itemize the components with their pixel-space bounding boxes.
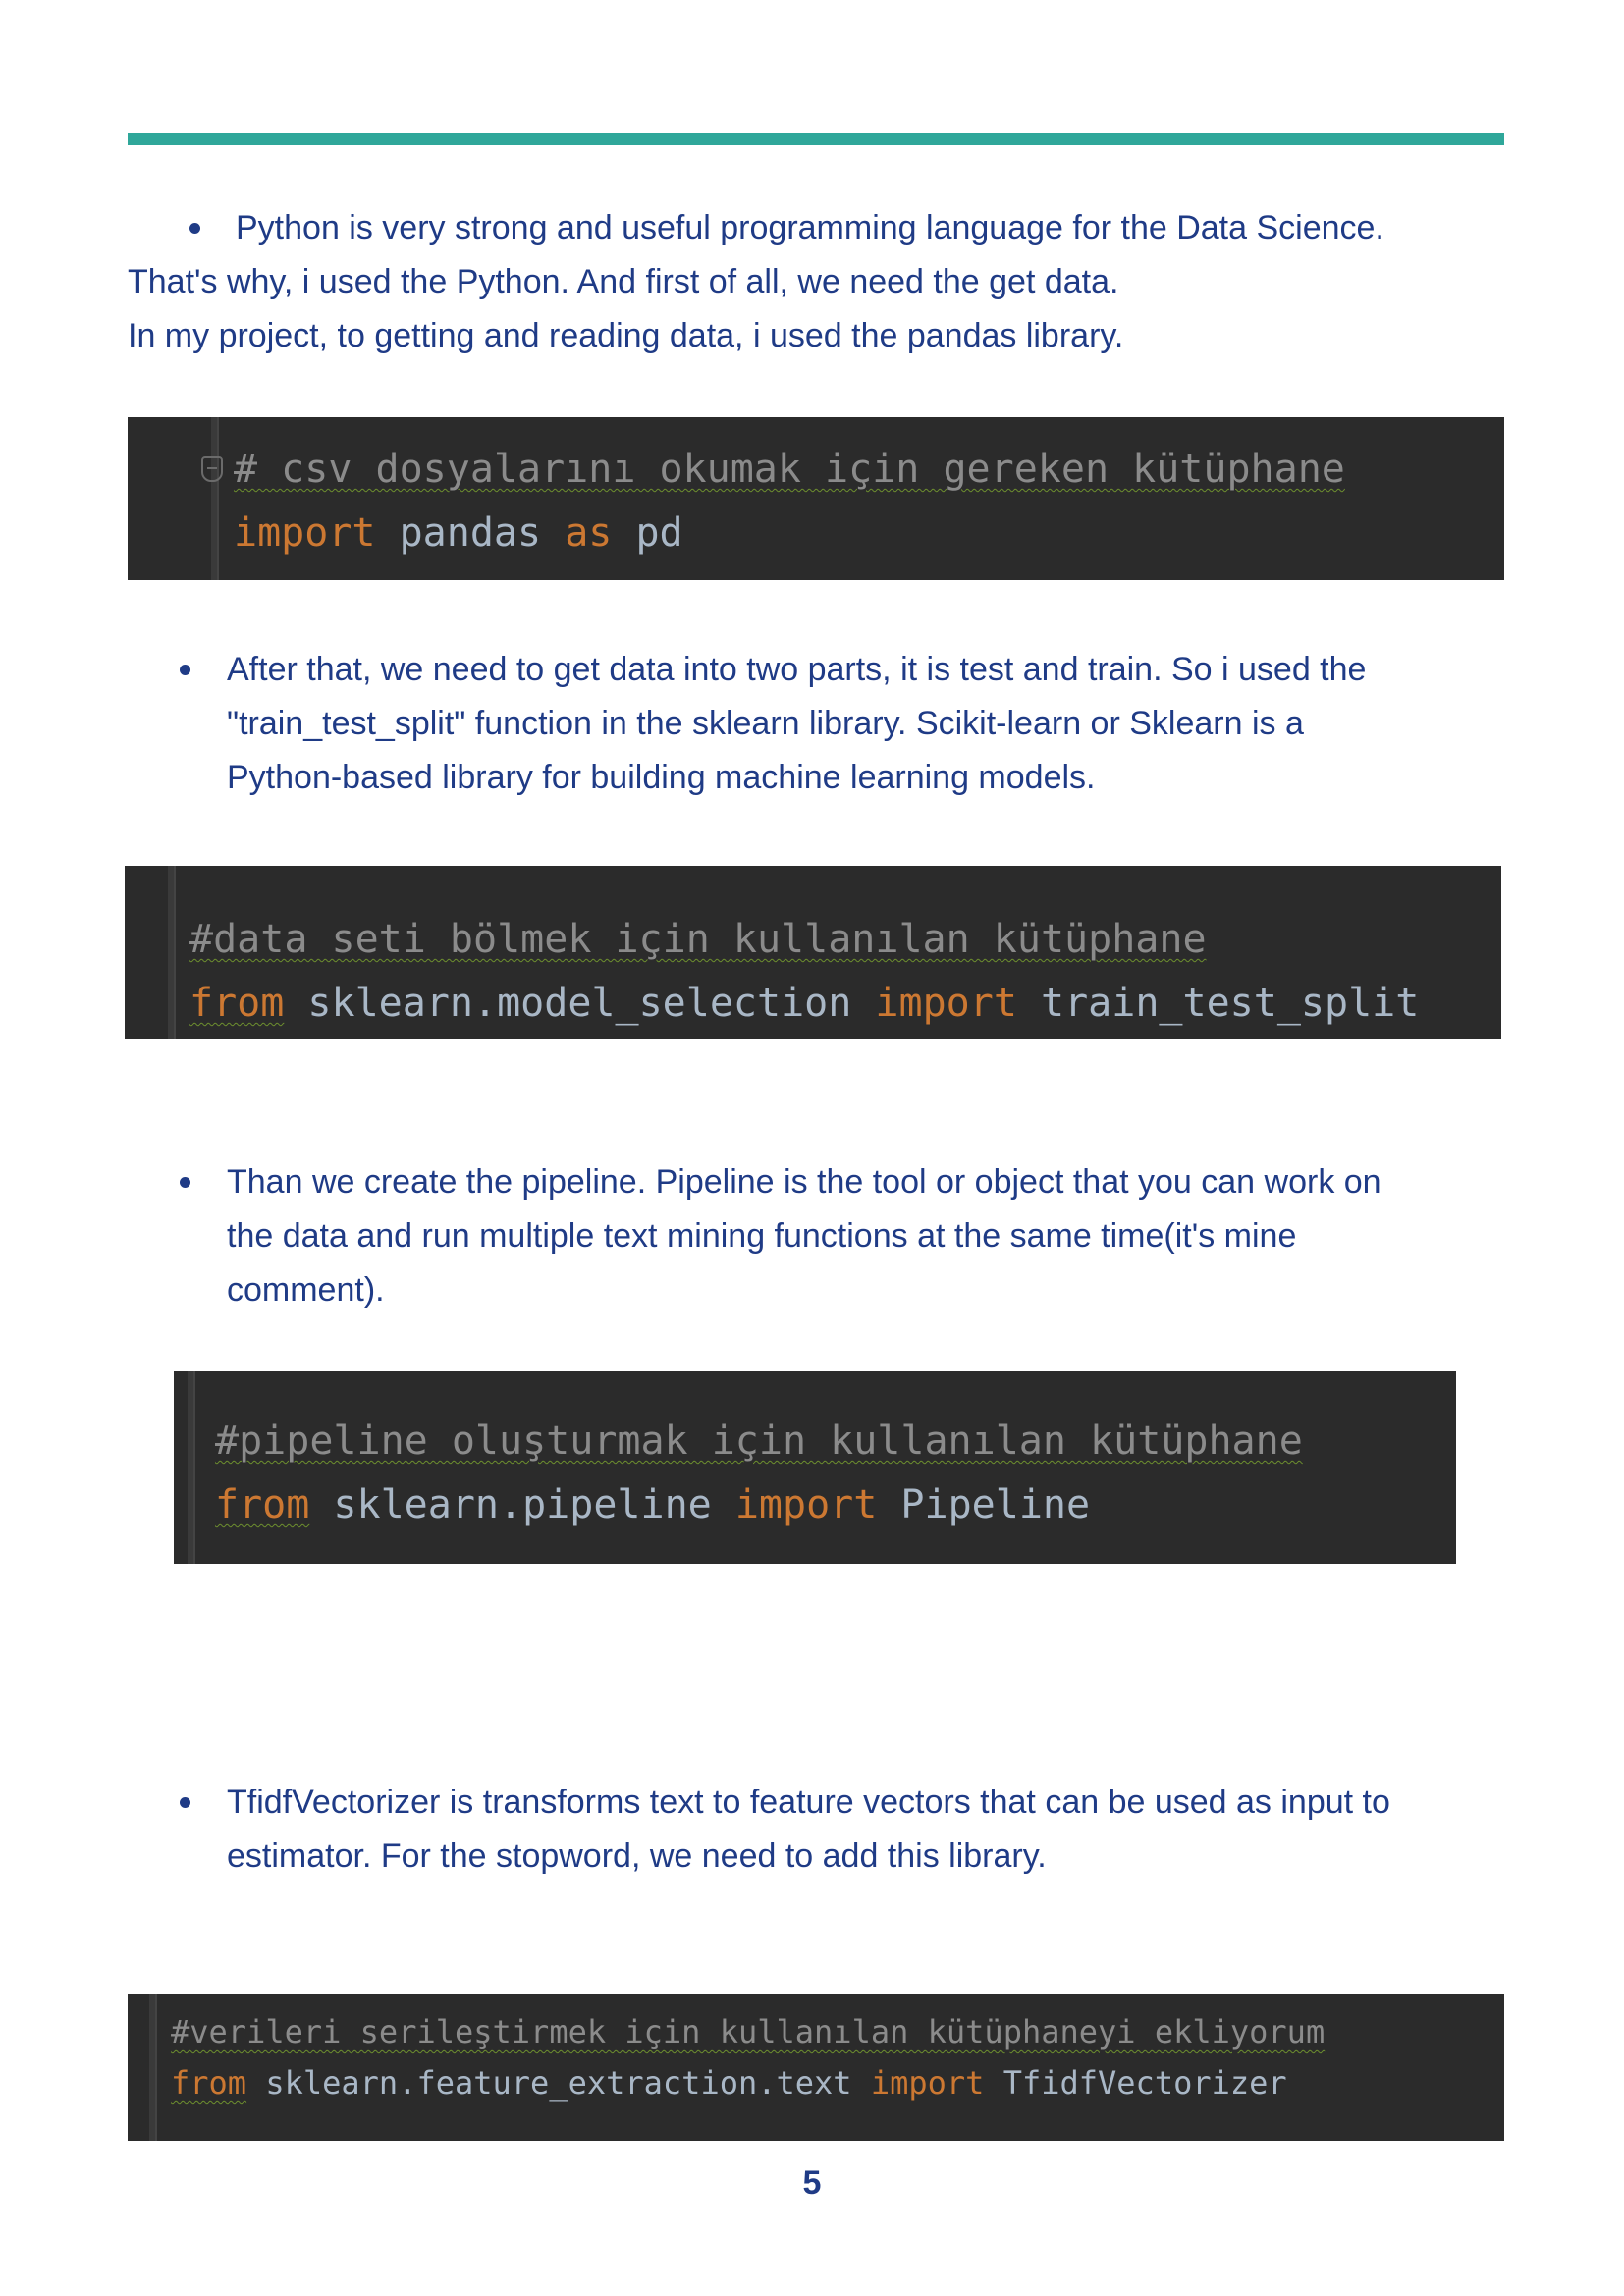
code-block-sklearn-split (125, 866, 1501, 1039)
section4-line2: estimator. For the stopword, we need to add this library. (227, 1838, 1047, 1875)
bullet-1 (189, 223, 200, 234)
code3-from-keyword: from (215, 1482, 310, 1527)
code4-from-keyword: from (171, 2064, 247, 2102)
section4-line1: TfidfVectorizer is transforms text to feature vectors that can be used as input to (227, 1784, 1390, 1821)
code2-line2 (189, 981, 1419, 1026)
section3-line3: comment). (227, 1271, 385, 1308)
code1-import-keyword: import (234, 510, 376, 556)
code1-as-keyword: as (565, 510, 613, 556)
section2-line1: After that, we need to get data into two parts, it is test and train. So i used the (227, 651, 1367, 688)
code-block-pandas (128, 417, 1504, 580)
code4-import-keyword: import (870, 2064, 985, 2102)
bullet-3 (180, 1177, 190, 1188)
code2-from-keyword: from (189, 981, 285, 1026)
code1-alias: pd (635, 510, 683, 556)
page-number: 5 (802, 2164, 822, 2202)
code3-line2 (215, 1482, 1090, 1527)
code2-comment: #data seti bölmek için kullanılan kütüphane (189, 917, 1207, 962)
code1-comment: # csv dosyalarını okumak için gereken kütüphane (234, 447, 1345, 492)
section3-line1: Than we create the pipeline. Pipeline is the tool or object that you can work on (227, 1163, 1381, 1201)
code-block-tfidf (128, 1994, 1504, 2141)
code4-comment: #verileri serileştirmek için kullanılan kütüphaneyi ekliyorum (171, 2013, 1326, 2051)
code2-import-keyword: import (875, 981, 1017, 1026)
code4-line2 (171, 2064, 1287, 2102)
header-rule (128, 133, 1504, 145)
code1-line2 (234, 510, 683, 556)
code1-line1 (234, 447, 1345, 492)
section1-line3: In my project, to getting and reading data, i used the pandas library. (128, 317, 1124, 354)
code3-import-keyword: import (734, 1482, 878, 1527)
code3-name: Pipeline (900, 1482, 1091, 1527)
code-gutter (211, 417, 219, 580)
code4-name: TfidfVectorizer (1002, 2064, 1287, 2102)
code1-module: pandas (399, 510, 542, 556)
section1-line2: That's why, i used the Python. And first of all, we need the get data. (128, 263, 1119, 300)
code-gutter (149, 1994, 157, 2141)
code3-line1 (215, 1418, 1303, 1464)
section1-line1: Python is very strong and useful programming language for the Data Science. (236, 209, 1384, 246)
code-block-pipeline (174, 1371, 1456, 1564)
code2-module: sklearn.model_selection (307, 981, 852, 1026)
section2-line2: "train_test_split" function in the sklearn library. Scikit-learn or Sklearn is a (227, 705, 1304, 742)
fold-icon (201, 456, 223, 482)
code2-name: train_test_split (1041, 981, 1420, 1026)
code2-line1 (189, 917, 1207, 962)
code3-comment: #pipeline oluşturmak için kullanılan kütüphane (215, 1418, 1303, 1464)
code4-line1 (171, 2013, 1325, 2051)
bullet-2 (180, 665, 190, 675)
code4-module: sklearn.feature_extraction.text (265, 2064, 852, 2102)
code3-module: sklearn.pipeline (333, 1482, 712, 1527)
code-gutter (168, 866, 176, 1039)
section2-line3: Python-based library for building machine learning models. (227, 759, 1096, 796)
code-gutter (188, 1371, 195, 1564)
section3-line2: the data and run multiple text mining functions at the same time(it's mine (227, 1217, 1297, 1255)
bullet-4 (180, 1797, 190, 1808)
